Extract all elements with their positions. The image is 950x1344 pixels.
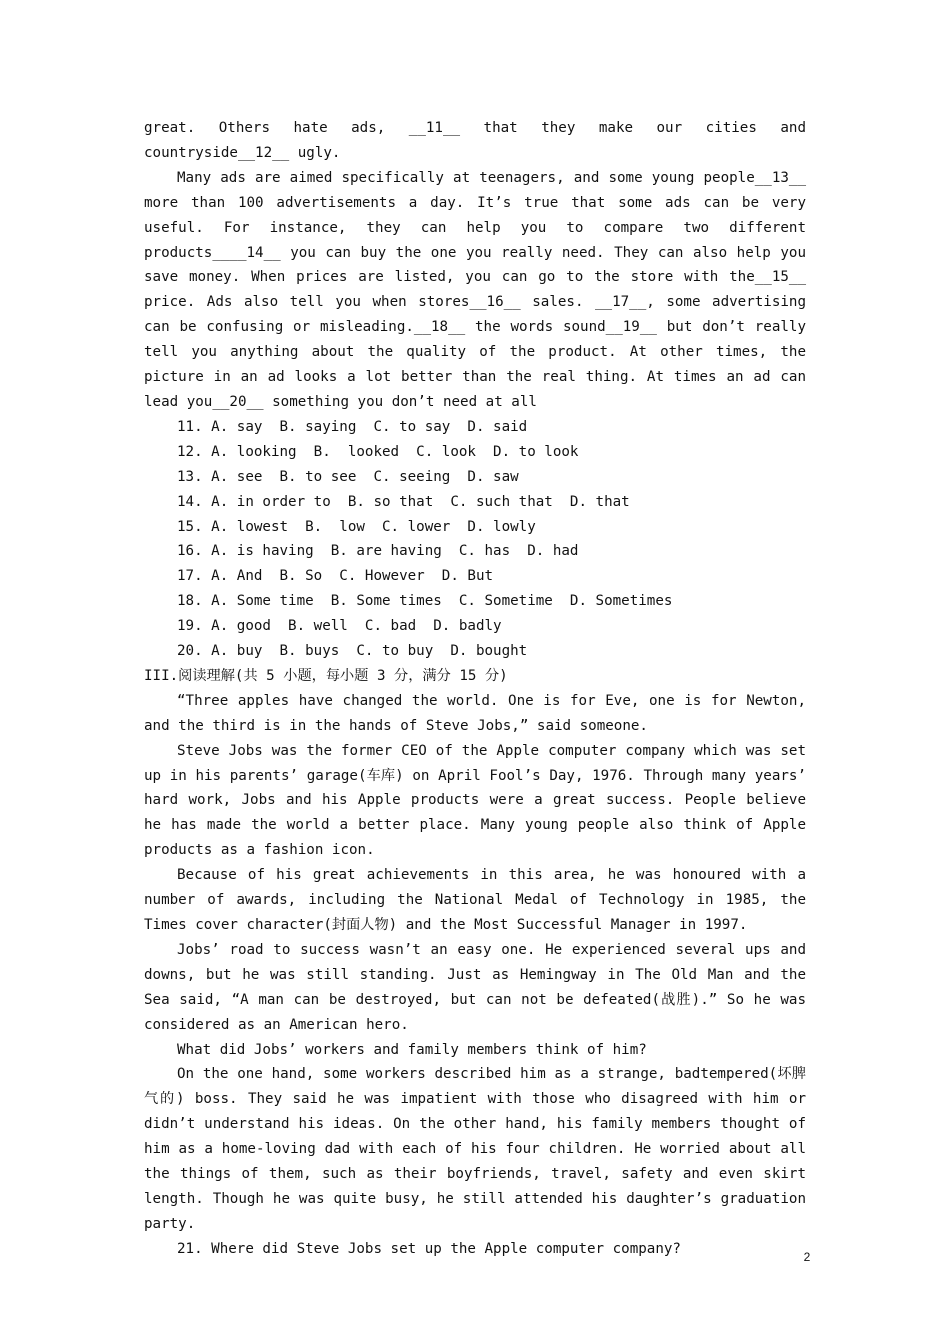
reading-paragraph: Because of his great achievements in this area, he was honoured with a number of awards, including the National Medal of Technology in 1985, the Times cover character(封面人物) and the Most Successful Manager in 1997. (144, 867, 806, 933)
reading-paragraph: On the one hand, some workers described him as a strange, badtempered(坏脾气的) boss. They said he was impatient with those who disagreed with him or didn’t understand his ideas. On the other hand, his family members thought of him as a home-loving dad with each of his four children. He worried about all the things of them, such as their boyfriends, travel, safety and even skirt length. Though he was quite busy, he still attended his daughter’s graduation party. (144, 1066, 806, 1232)
option-line-12: 12. A. looking B. looked C. look D. to look (177, 443, 579, 460)
option-line-18: 18. A. Some time B. Some times C. Sometime D. Sometimes (177, 593, 673, 610)
option-line-14: 14. A. in order to B. so that C. such that D. that (177, 493, 630, 510)
section-heading: III.阅读理解(共 5 小题，每小题 3 分，满分 15 分) (144, 667, 508, 684)
passage-paragraph: Many ads are aimed specifically at teenagers, and some young people__13__ more than 100 advertisements a day. It’s true that some ads can be very useful. For instance, they can help you to compare two different products____14__ you can buy the one you really need. They can also help you save money. When prices are listed, you can go to the store with the__15__ price. Ads also tell you when stores__16__ sales. __17__, some advertising can be confusing or misleading.__18__ the words sound__19__ but don’t really tell you anything about the quality of the product. At other times, the picture in an ad looks a lot better than the real thing. At times an ad can lead you__20__ something you don’t need at all (144, 169, 806, 410)
reading-paragraph: Jobs’ road to success wasn’t an easy one. He experienced several ups and downs, but he was still standing. Just as Hemingway in The Old Man and the Sea said, “A man can be destroyed, but can not be defeated(战胜).” So he was considered as an American hero. (144, 941, 806, 1033)
option-line-13: 13. A. see B. to see C. seeing D. saw (177, 468, 519, 485)
option-line-20: 20. A. buy B. buys C. to buy D. bought (177, 643, 528, 660)
page-number: 2 (803, 1250, 811, 1264)
option-line-15: 15. A. lowest B. low C. lower D. lowly (177, 518, 536, 535)
passage-paragraph-continued: great. Others hate ads, __11__ that they make our cities and countryside__12__ ugly. (144, 120, 806, 161)
page-content (144, 116, 806, 1262)
option-line-16: 16. A. is having B. are having C. has D. had (177, 543, 579, 560)
reading-paragraph: “Three apples have changed the world. One is for Eve, one is for Newton, and the third is in the hands of Steve Jobs,” said someone. (144, 692, 806, 734)
cloze-options-list (144, 415, 806, 664)
reading-paragraph: What did Jobs’ workers and family members think of him? (177, 1041, 647, 1058)
question-21: 21. Where did Steve Jobs set up the Apple computer company? (177, 1240, 681, 1257)
option-line-19: 19. A. good B. well C. bad D. badly (177, 618, 502, 635)
reading-paragraph: Steve Jobs was the former CEO of the Apple computer company which was set up in his parents’ garage(车库) on April Fool’s Day, 1976. Through many years’ hard work, Jobs and his Apple products were a great success. People believe he has made the world a better place. Many young people also think of Apple products as a fashion icon. (144, 742, 806, 859)
option-line-17: 17. A. And B. So C. However D. But (177, 568, 494, 585)
option-line-11: 11. A. say B. saying C. to say D. said (177, 418, 528, 435)
